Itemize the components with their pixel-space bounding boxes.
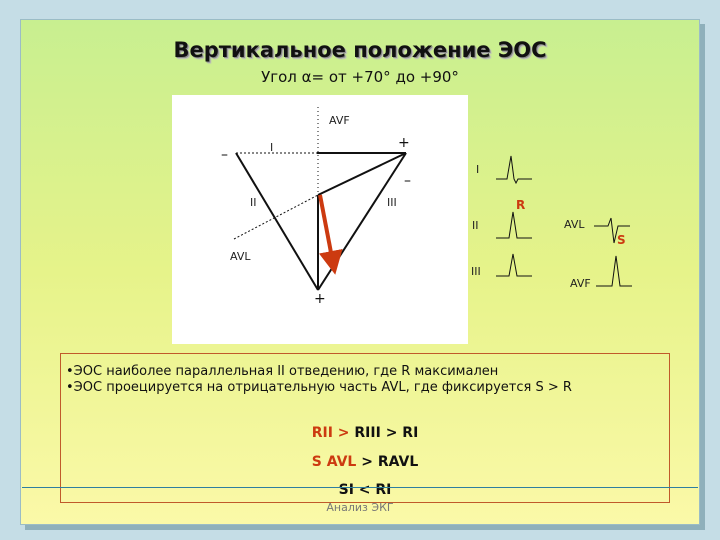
einthoven-diagram-panel (172, 95, 468, 344)
marker-S: S (617, 233, 626, 247)
plus-bottom-sign: + (314, 291, 326, 307)
electrical-axis-arrow (320, 195, 333, 263)
slide-subtitle: Угол α= от +70° до +90° (261, 68, 459, 86)
minus-right-sign: – (404, 173, 411, 189)
formula-1-red: RII > (311, 425, 355, 441)
marker-R: R (516, 198, 526, 212)
formula-2-red: S AVL (311, 454, 357, 470)
divider-line (22, 487, 698, 488)
wave-label-II: II (472, 219, 479, 232)
plus-right-sign: + (398, 135, 410, 151)
formula-1 (60, 425, 670, 441)
label-lead-III: III (387, 196, 397, 209)
bullet-2-text: ЭОС проецируется на отрицательную часть AVL, где фиксируется S > R (73, 380, 572, 395)
label-avf-top: AVF (329, 114, 350, 127)
slide-title: Вертикальное положение ЭОС (173, 38, 547, 62)
formula-3: SI < RI (338, 482, 392, 498)
slide-footer: Анализ ЭКГ (326, 501, 394, 514)
wave-label-I: I (476, 163, 480, 176)
minus-left-sign: – (221, 147, 228, 163)
label-lead-I: I (270, 141, 274, 154)
wave-II (496, 210, 532, 242)
bullet-2: •ЭОС проецируется на отрицательную часть AVL, где фиксируется S > R (66, 380, 572, 395)
label-avl: AVL (230, 250, 251, 263)
wave-label-AVF: AVF (570, 277, 591, 290)
wave-label-AVL: AVL (564, 218, 585, 231)
wave-III (496, 248, 532, 280)
bullet-1-text: ЭОС наиболее параллельная II отведению, где R максимален (73, 364, 499, 379)
bullet-1: •ЭОС наиболее параллельная II отведению, где R максимален (66, 364, 499, 379)
wave-AVF (596, 254, 632, 288)
formula-1-black: RIII > RI (354, 425, 419, 441)
wave-label-III: III (471, 265, 481, 278)
formula-2-black: > RAVL (356, 454, 419, 470)
avl-axis-line (234, 195, 318, 239)
formula-2 (60, 454, 670, 470)
lead-II-line (236, 153, 318, 290)
label-lead-II: II (250, 196, 257, 209)
wave-I (496, 152, 532, 184)
